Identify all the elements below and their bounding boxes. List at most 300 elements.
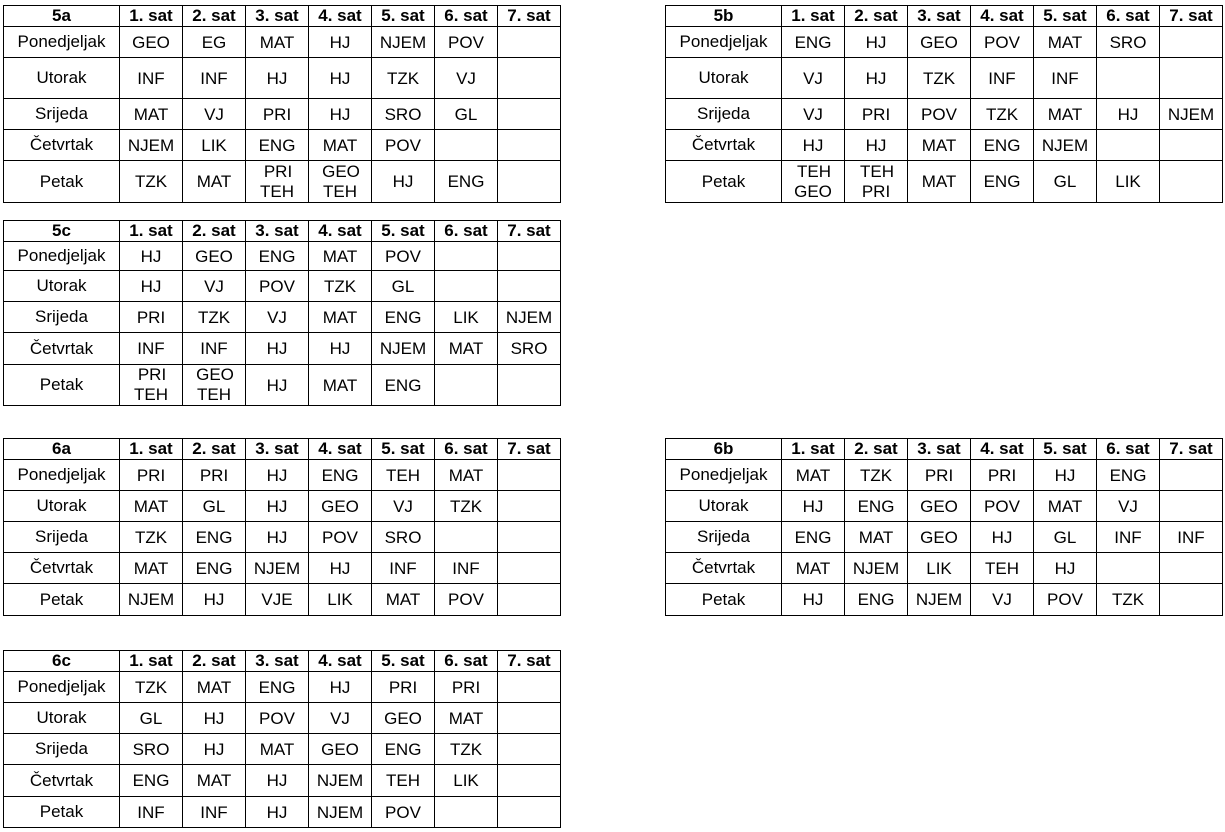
period-header: 1. sat <box>120 6 183 27</box>
subject-cell <box>498 584 561 616</box>
table-row <box>4 584 561 616</box>
subject-label: HJ <box>329 104 351 124</box>
subject-cell <box>435 130 498 161</box>
subject-label: MAT <box>858 527 894 547</box>
subject-label: HJ <box>203 590 225 609</box>
table-row <box>4 333 561 365</box>
subject-cell <box>1097 99 1160 130</box>
subject-label: LIK <box>453 307 479 327</box>
period-header: 3. sat <box>246 221 309 242</box>
subject-label: HJ <box>329 677 351 697</box>
subject-cell <box>246 460 309 491</box>
subject-label: ENG <box>983 135 1021 155</box>
subject-label: HJ <box>140 276 162 296</box>
subject-cell <box>498 703 561 734</box>
subject-cell <box>1034 460 1097 491</box>
table-row <box>4 460 561 491</box>
subject-cell <box>309 460 372 491</box>
table-row <box>4 765 561 797</box>
subject-label: ENG <box>384 307 422 327</box>
subject-cell <box>246 522 309 553</box>
class-title: 6c <box>4 651 120 672</box>
timetable-5b <box>665 5 1223 203</box>
subject-cell <box>183 365 246 406</box>
table-row <box>4 99 561 130</box>
subject-cell <box>435 302 498 333</box>
day-label: Ponedjeljak <box>666 27 782 58</box>
subject-cell <box>372 522 435 553</box>
period-header: 7. sat <box>1160 6 1223 27</box>
day-label: Utorak <box>666 491 782 522</box>
day-label: Ponedjeljak <box>4 460 120 491</box>
subject-cell <box>845 58 908 99</box>
subject-cell <box>1160 130 1223 161</box>
subject-cell <box>1034 27 1097 58</box>
subject-label: MAT <box>133 496 169 516</box>
subject-label: MAT <box>385 590 421 609</box>
period-header: 4. sat <box>971 439 1034 460</box>
subject-label: HJ <box>802 590 824 609</box>
subject-cell <box>120 765 183 797</box>
subject-cell <box>372 460 435 491</box>
subject-cell <box>1097 584 1160 616</box>
subject-label: HJ <box>266 339 288 358</box>
subject-label: TEH <box>985 558 1019 578</box>
subject-label: LIK <box>926 558 952 578</box>
subject-label: PRI <box>136 465 166 485</box>
subject-cell <box>372 242 435 271</box>
subject-label: MAT <box>322 375 358 395</box>
subject-cell <box>435 491 498 522</box>
subject-cell <box>372 584 435 616</box>
subject-cell <box>120 365 183 406</box>
subject-label: TZK <box>323 276 357 296</box>
subject-cell <box>971 522 1034 553</box>
day-label: Srijeda <box>4 99 120 130</box>
day-label: Petak <box>4 161 120 203</box>
subject-label: ENG <box>857 496 895 516</box>
table-row <box>4 365 561 406</box>
day-label: Ponedjeljak <box>4 27 120 58</box>
day-label: Ponedjeljak <box>666 460 782 491</box>
table-row <box>666 522 1223 553</box>
subject-cell <box>309 99 372 130</box>
subject-label: TZK <box>134 527 168 547</box>
subject-cell <box>183 522 246 553</box>
subject-cell <box>309 522 372 553</box>
subject-cell <box>908 99 971 130</box>
subject-cell <box>1097 161 1160 203</box>
subject-label: ENG <box>384 375 422 395</box>
subject-label: MAT <box>921 135 957 155</box>
day-label: Srijeda <box>4 522 120 553</box>
subject-cell <box>372 491 435 522</box>
subject-cell <box>971 584 1034 616</box>
subject-cell <box>246 302 309 333</box>
subject-label: HJ <box>266 527 288 547</box>
subject-label: INF <box>200 68 228 88</box>
subject-cell <box>372 271 435 302</box>
subject-cell <box>183 584 246 616</box>
subject-cell <box>120 302 183 333</box>
subject-label: MAT <box>259 739 295 759</box>
subject-cell <box>120 242 183 271</box>
subject-label: HJ <box>865 135 887 155</box>
subject-label: TZK <box>1111 590 1145 609</box>
subject-cell <box>309 703 372 734</box>
subject-cell <box>372 765 435 797</box>
subject-label: NJEM <box>379 339 427 358</box>
day-label: Četvrtak <box>4 553 120 584</box>
subject-label: TEH PRI <box>860 161 894 201</box>
subject-cell <box>782 161 845 203</box>
subject-cell <box>183 797 246 828</box>
subject-label: MAT <box>448 339 484 358</box>
subject-label: GEO <box>920 527 958 547</box>
period-header: 5. sat <box>372 439 435 460</box>
subject-label: TEH <box>386 771 420 790</box>
subject-label: INF <box>137 339 165 358</box>
period-header: 3. sat <box>246 439 309 460</box>
day-label: Utorak <box>666 58 782 99</box>
subject-label: GL <box>139 708 163 728</box>
day-label: Četvrtak <box>4 765 120 797</box>
period-header: 2. sat <box>183 439 246 460</box>
day-label: Ponedjeljak <box>4 242 120 271</box>
subject-cell <box>498 734 561 765</box>
subject-cell <box>908 27 971 58</box>
subject-cell <box>435 161 498 203</box>
subject-label: MAT <box>196 771 232 790</box>
subject-label: INF <box>137 68 165 88</box>
subject-cell <box>183 242 246 271</box>
subject-label: PRI TEH <box>134 365 168 404</box>
day-label: Četvrtak <box>4 333 120 365</box>
subject-cell <box>246 130 309 161</box>
table-row <box>4 703 561 734</box>
subject-label: GL <box>1053 172 1077 191</box>
subject-cell <box>246 27 309 58</box>
period-header: 6. sat <box>435 221 498 242</box>
period-header: 4. sat <box>309 6 372 27</box>
subject-cell <box>782 584 845 616</box>
period-header: 4. sat <box>309 221 372 242</box>
subject-cell <box>782 27 845 58</box>
subject-label: POV <box>259 708 295 728</box>
subject-cell <box>435 333 498 365</box>
period-header: 1. sat <box>120 439 183 460</box>
subject-label: VJ <box>456 68 476 88</box>
subject-cell <box>498 672 561 703</box>
table-row <box>4 734 561 765</box>
subject-cell <box>1160 27 1223 58</box>
subject-label: VJ <box>204 104 224 124</box>
subject-cell <box>120 58 183 99</box>
subject-cell <box>1097 27 1160 58</box>
subject-cell <box>1097 522 1160 553</box>
subject-cell <box>908 460 971 491</box>
subject-cell <box>183 161 246 203</box>
subject-label: GEO TEH <box>322 161 360 201</box>
subject-label: NJEM <box>852 558 900 578</box>
period-header: 6. sat <box>1097 6 1160 27</box>
subject-label: GEO <box>195 246 233 266</box>
subject-cell <box>908 161 971 203</box>
subject-cell <box>183 271 246 302</box>
table-row <box>666 553 1223 584</box>
subject-label: INF <box>389 558 417 578</box>
subject-label: GEO <box>920 32 958 52</box>
subject-cell <box>1160 58 1223 99</box>
subject-cell <box>971 491 1034 522</box>
table-row <box>4 797 561 828</box>
subject-label: INF <box>1051 68 1079 88</box>
subject-cell <box>435 365 498 406</box>
subject-label: ENG <box>983 172 1021 191</box>
table-row <box>4 161 561 203</box>
subject-cell <box>845 27 908 58</box>
subject-cell <box>971 99 1034 130</box>
subject-label: HJ <box>203 708 225 728</box>
table-row <box>666 491 1223 522</box>
subject-cell <box>1160 460 1223 491</box>
subject-label: NJEM <box>1167 104 1215 124</box>
subject-cell <box>120 99 183 130</box>
subject-label: ENG <box>794 32 832 52</box>
subject-label: HJ <box>392 172 414 191</box>
table-row <box>666 27 1223 58</box>
period-header: 2. sat <box>183 221 246 242</box>
subject-label: GL <box>202 496 226 516</box>
table-row <box>666 99 1223 130</box>
subject-cell <box>120 333 183 365</box>
subject-cell <box>309 797 372 828</box>
subject-cell <box>435 672 498 703</box>
subject-cell <box>435 584 498 616</box>
subject-cell <box>908 584 971 616</box>
subject-label: NJEM <box>127 590 175 609</box>
period-header: 3. sat <box>908 6 971 27</box>
subject-label: HJ <box>991 527 1013 547</box>
subject-cell <box>309 58 372 99</box>
subject-label: POV <box>385 802 421 822</box>
subject-cell <box>498 130 561 161</box>
subject-cell <box>309 271 372 302</box>
subject-cell <box>120 271 183 302</box>
day-label: Petak <box>4 365 120 406</box>
period-header: 1. sat <box>782 439 845 460</box>
subject-label: ENG <box>447 172 485 191</box>
subject-label: MAT <box>1047 104 1083 124</box>
subject-cell <box>372 553 435 584</box>
table-row <box>4 553 561 584</box>
subject-cell <box>435 460 498 491</box>
subject-cell <box>372 734 435 765</box>
subject-label: MAT <box>448 708 484 728</box>
subject-label: ENG <box>195 527 233 547</box>
subject-cell <box>845 491 908 522</box>
period-header: 5. sat <box>372 6 435 27</box>
subject-cell <box>782 460 845 491</box>
subject-label: HJ <box>266 771 288 790</box>
subject-label: POV <box>385 246 421 266</box>
subject-cell <box>1160 161 1223 203</box>
period-header: 4. sat <box>309 439 372 460</box>
day-label: Četvrtak <box>4 130 120 161</box>
subject-cell <box>971 553 1034 584</box>
period-header: 5. sat <box>372 221 435 242</box>
subject-label: TZK <box>197 307 231 327</box>
subject-cell <box>1034 522 1097 553</box>
subject-label: MAT <box>1047 32 1083 52</box>
subject-label: HJ <box>1117 104 1139 124</box>
subject-cell <box>908 491 971 522</box>
subject-label: POV <box>1047 590 1083 609</box>
subject-cell <box>782 58 845 99</box>
subject-cell <box>435 27 498 58</box>
subject-label: NJEM <box>316 771 364 790</box>
subject-label: EG <box>201 32 227 52</box>
subject-label: SRO <box>132 739 170 759</box>
subject-cell <box>1097 58 1160 99</box>
table-row <box>666 161 1223 203</box>
subject-label: PRI <box>861 104 891 124</box>
subject-cell <box>246 99 309 130</box>
subject-cell <box>309 584 372 616</box>
header-row <box>666 6 1223 27</box>
subject-label: VJ <box>803 104 823 124</box>
subject-cell <box>246 703 309 734</box>
header-row <box>4 6 561 27</box>
subject-cell <box>498 302 561 333</box>
subject-cell <box>372 365 435 406</box>
subject-label: GEO <box>321 739 359 759</box>
subject-label: INF <box>137 802 165 822</box>
subject-cell <box>309 365 372 406</box>
subject-cell <box>908 58 971 99</box>
subject-cell <box>309 302 372 333</box>
subject-cell <box>971 161 1034 203</box>
subject-label: GEO <box>384 708 422 728</box>
subject-cell <box>782 491 845 522</box>
subject-cell <box>1034 58 1097 99</box>
subject-label: TZK <box>134 677 168 697</box>
subject-cell <box>246 242 309 271</box>
subject-label: HJ <box>802 496 824 516</box>
subject-label: VJ <box>1118 496 1138 516</box>
timetable-6c <box>3 650 561 828</box>
subject-label: MAT <box>795 465 831 485</box>
subject-cell <box>1034 553 1097 584</box>
table-row <box>4 302 561 333</box>
subject-label: MAT <box>921 172 957 191</box>
subject-cell <box>372 703 435 734</box>
subject-cell <box>183 333 246 365</box>
subject-label: HJ <box>266 496 288 516</box>
subject-cell <box>845 584 908 616</box>
class-title: 5c <box>4 221 120 242</box>
table-row <box>4 672 561 703</box>
period-header: 6. sat <box>435 651 498 672</box>
subject-cell <box>372 333 435 365</box>
subject-label: VJ <box>267 307 287 327</box>
subject-label: TEH <box>386 465 420 485</box>
day-label: Srijeda <box>4 302 120 333</box>
subject-cell <box>120 491 183 522</box>
subject-label: NJEM <box>1041 135 1089 155</box>
subject-cell <box>246 161 309 203</box>
subject-cell <box>435 797 498 828</box>
subject-label: MAT <box>196 677 232 697</box>
timetable-6b <box>665 438 1223 616</box>
subject-cell <box>120 703 183 734</box>
subject-label: NJEM <box>915 590 963 609</box>
subject-label: ENG <box>321 465 359 485</box>
timetable-6a <box>3 438 561 616</box>
class-title: 5b <box>666 6 782 27</box>
subject-cell <box>120 672 183 703</box>
subject-cell <box>1034 491 1097 522</box>
subject-label: MAT <box>322 135 358 155</box>
table-row <box>666 460 1223 491</box>
period-header: 4. sat <box>971 6 1034 27</box>
subject-cell <box>120 27 183 58</box>
period-header: 5. sat <box>1034 439 1097 460</box>
subject-cell <box>845 460 908 491</box>
subject-cell <box>1034 99 1097 130</box>
subject-cell <box>498 58 561 99</box>
subject-cell <box>183 703 246 734</box>
subject-label: VJ <box>330 708 350 728</box>
subject-cell <box>971 27 1034 58</box>
subject-label: LIK <box>201 135 227 155</box>
subject-label: INF <box>1114 527 1142 547</box>
subject-cell <box>908 522 971 553</box>
subject-label: PRI <box>262 104 292 124</box>
subject-cell <box>782 99 845 130</box>
subject-cell <box>1160 491 1223 522</box>
subject-cell <box>246 734 309 765</box>
subject-label: PRI <box>136 307 166 327</box>
subject-label: PRI <box>924 465 954 485</box>
subject-label: TZK <box>134 172 168 191</box>
period-header: 7. sat <box>498 439 561 460</box>
class-title: 6a <box>4 439 120 460</box>
subject-label: INF <box>1177 527 1205 547</box>
subject-label: SRO <box>1109 32 1147 52</box>
subject-cell <box>372 672 435 703</box>
day-label: Ponedjeljak <box>4 672 120 703</box>
subject-cell <box>246 58 309 99</box>
subject-cell <box>309 242 372 271</box>
subject-cell <box>845 130 908 161</box>
header-row <box>4 651 561 672</box>
subject-label: GEO <box>321 496 359 516</box>
subject-label: LIK <box>1115 172 1141 191</box>
subject-cell <box>971 460 1034 491</box>
header-row <box>4 221 561 242</box>
subject-cell <box>1160 584 1223 616</box>
subject-label: HJ <box>266 802 288 822</box>
subject-label: NJEM <box>316 802 364 822</box>
subject-cell <box>120 797 183 828</box>
subject-label: MAT <box>133 104 169 124</box>
subject-cell <box>1034 161 1097 203</box>
subject-cell <box>372 797 435 828</box>
subject-label: POV <box>259 276 295 296</box>
subject-label: GL <box>1053 527 1077 547</box>
subject-cell <box>498 797 561 828</box>
